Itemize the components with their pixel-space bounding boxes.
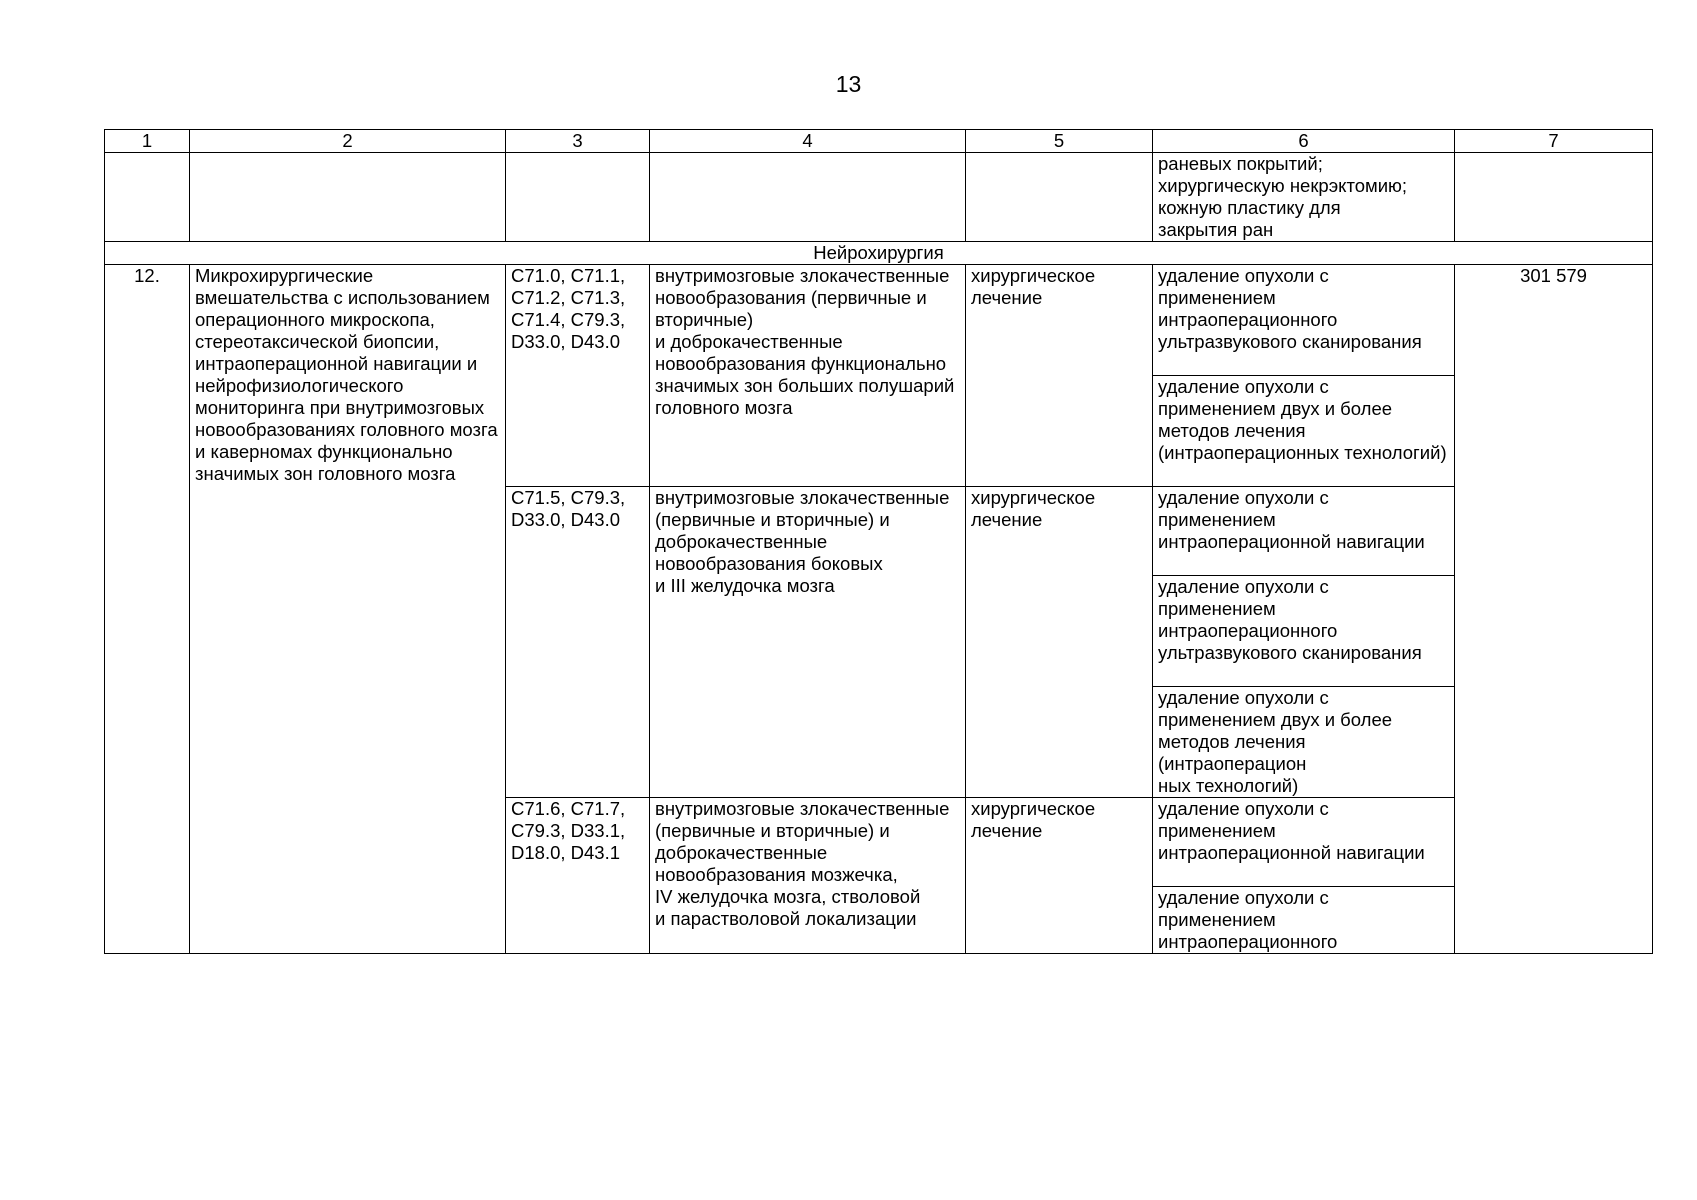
- group-2-codes: C71.5, C79.3, D33.0, D43.0: [506, 487, 650, 798]
- group-1-diagnosis: внутримозговые злокачественные новообразования (первичные и вторичные) и доброкачественные новообразования функционально значимых зон больших полушарий головного мозга: [650, 265, 966, 487]
- group-1-treatment: хирургическое лечение: [966, 265, 1153, 487]
- continuation-cell-7: [1455, 153, 1653, 242]
- group-2-diagnosis: внутримозговые злокачественные (первичные и вторичные) и доброкачественные новообразования боковых и III желудочка мозга: [650, 487, 966, 798]
- group-1-codes: C71.0, C71.1, C71.2, C71.3, C71.4, C79.3, D33.0, D43.0: [506, 265, 650, 487]
- group-3-method-2: удаление опухоли с применением интраоперационного: [1153, 887, 1455, 954]
- group-3-codes: C71.6, C71.7, C79.3, D33.1, D18.0, D43.1: [506, 798, 650, 954]
- continuation-cell-4: [650, 153, 966, 242]
- group-3-method-1: удаление опухоли с применением интраоперационной навигации: [1153, 798, 1455, 887]
- column-header-1: 1: [105, 130, 190, 153]
- section-title: Нейрохирургия: [105, 242, 1653, 265]
- group-2-method-3: удаление опухоли с применением двух и более методов лечения (интраоперацион ных технологий): [1153, 687, 1455, 798]
- group-1-method-2: удаление опухоли с применением двух и более методов лечения (интраоперационных технологий): [1153, 376, 1455, 487]
- section-row: [105, 242, 1653, 265]
- continuation-methods: раневых покрытий; хирургическую некрэктомию; кожную пластику для закрытия ран: [1153, 153, 1455, 242]
- continuation-cell-3: [506, 153, 650, 242]
- column-header-7: 7: [1455, 130, 1653, 153]
- column-header-6: 6: [1153, 130, 1455, 153]
- group-3-treatment: хирургическое лечение: [966, 798, 1153, 954]
- group-1-method-1: удаление опухоли с применением интраоперационного ультразвукового сканирования: [1153, 265, 1455, 376]
- continuation-row: [105, 153, 1653, 242]
- page-number: 13: [835, 71, 862, 97]
- column-header-2: 2: [190, 130, 506, 153]
- item-number: 12.: [105, 265, 190, 954]
- group-2-method-2: удаление опухоли с применением интраоперационного ультразвукового сканирования: [1153, 576, 1455, 687]
- item-cost: 301 579: [1455, 265, 1653, 954]
- continuation-cell-5: [966, 153, 1153, 242]
- group-2-treatment: хирургическое лечение: [966, 487, 1153, 798]
- column-header-5: 5: [966, 130, 1153, 153]
- group-2-method-1: удаление опухоли с применением интраоперационной навигации: [1153, 487, 1455, 576]
- medical-care-table: [104, 129, 1653, 954]
- column-header-3: 3: [506, 130, 650, 153]
- continuation-cell-2: [190, 153, 506, 242]
- continuation-cell-1: [105, 153, 190, 242]
- column-header-4: 4: [650, 130, 966, 153]
- item-name: Микрохирургические вмешательства с использованием операционного микроскопа, стереотаксической биопсии, интраоперационной навигации и нейрофизиологического мониторинга при внутримозговых новообразованиях головного мозга и каверномах функционально значимых зон головного мозга: [190, 265, 506, 954]
- table-row: [105, 265, 1653, 376]
- column-number-row: [105, 130, 1653, 153]
- group-3-diagnosis: внутримозговые злокачественные (первичные и вторичные) и доброкачественные новообразования мозжечка, IV желудочка мозга, стволовой и парастволовой локализации: [650, 798, 966, 954]
